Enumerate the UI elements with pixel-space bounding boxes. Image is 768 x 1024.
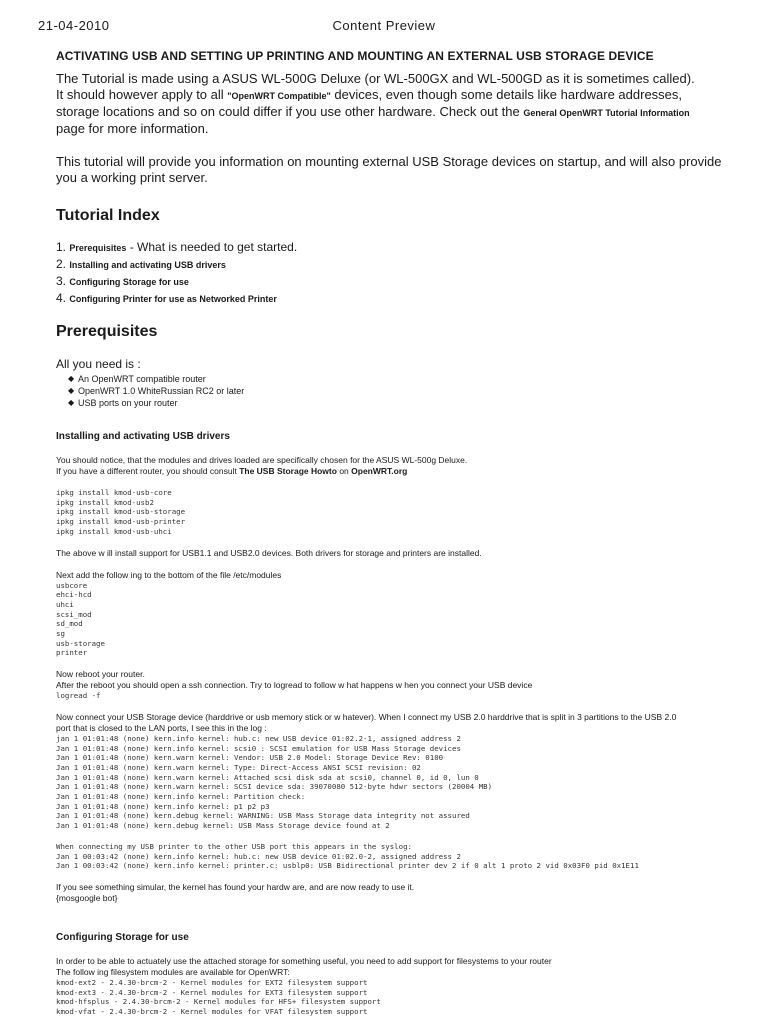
usb-paragraph-7b: {mosgoogle bot} <box>56 892 118 903</box>
usb-storage-howto-link[interactable]: The USB Storage Howto <box>239 466 337 476</box>
list-item-text: USB ports on your router <box>78 398 178 408</box>
index-number: 1. <box>56 240 67 254</box>
storage-log-code: jan 1 01:01:48 (none) kern.info kernel: hub.c: new USB device 01:02.2-1, assigned address 2 Jan 1 01:01:48 (none) kern.info kernel: scsi0 : SCSI emulation for USB Mass Storage devices Jan 1 01:01:48 (none) kern.warn kernel: Vendor: USB 2.0 Model: Storage Device Rev: 0100 Jan 1 01:01:48 (none) kern.warn kernel: Type: Direct-Access ANSI SCSI revision: 02 Jan 1 01:01:48 (none) kern.warn kernel: Attached scsi disk sda at scsi0, channel 0, id 0, lun 0 Jan 1 01:01:48 (none) kern.warn kernel: SCSI device sda: 39070080 512-byte hdwr sectors (20004 MB) Jan 1 01:01:48 (none) kern.info kernel: Partition check: Jan 1 01:01:48 (none) kern.info kernel: p1 p2 p3 Jan 1 01:01:48 (none) kern.debug kernel: WARNING: USB Mass Storage data integrity not assured Jan 1 01:01:48 (none) kern.debug kernel: USB Mass Storage device found at 2 <box>56 733 493 831</box>
header-title: Content Preview <box>332 18 436 33</box>
usb-paragraph-3: The above w ill install support for USB1.1 and USB2.0 devices. Both drivers for storage and printers are installed. <box>56 547 482 558</box>
printer-log-code: When connecting my USB printer to the other USB port this appears in the syslog: Jan 1 00:03:42 (none) kern.info kernel: hub.c: new USB device 01:02.0-2, assigned address 2 Jan 1 00:03:42 (none) kern.info kernel: printer.c: usblp0: USB Bidirectional printer dev 2 if 0 alt 1 proto 2 vid 0x03F0 pid 0x1E11 <box>56 841 639 871</box>
index-link-storage[interactable]: Configuring Storage for use <box>69 277 189 287</box>
modules-list-code: usbcore ehci-hcd uhci scsi_mod sd_mod sg usb-storage printer <box>56 580 105 658</box>
intro-line-2-text: It should however apply to all <box>56 87 228 102</box>
index-number: 3. <box>56 274 67 288</box>
usb-paragraph-1: You should notice, that the modules and drives loaded are specifically chosen for the ASUS WL-500g Deluxe. <box>56 455 468 465</box>
install-commands-code: ipkg install kmod-usb-core ipkg install kmod-usb2 ipkg install kmod-usb-storage ipkg install kmod-usb-printer ipkg install kmod-usb-uhci <box>56 488 186 536</box>
usb-paragraph-5b: After the reboot you should open a ssh connection. Try to logread to follow w hat happens w hen you connect your USB device <box>56 680 533 691</box>
intro-line-3 <box>56 104 736 121</box>
index-item <box>56 290 736 307</box>
filesystem-modules-code: kmod-ext2 - 2.4.30-brcm-2 - Kernel modules for EXT2 filesystem support kmod-ext3 - 2.4.30-brcm-2 - Kernel modules for EXT3 filesystem support kmod-hfsplus - 2.4.30-brcm-2 - Kernel modules for HFS+ filesystem support kmod-vfat - 2.4.30-brcm-2 - Kernel modules for VFAT filesystem support <box>56 977 381 1017</box>
list-item <box>68 385 736 397</box>
usb-paragraph-2-text: If you have a different router, you should consult <box>56 466 240 476</box>
index-link-prerequisites[interactable]: Prerequisites <box>69 243 127 253</box>
header-date: 21-04-2010 <box>38 18 110 33</box>
index-link-usb-drivers[interactable]: Installing and activating USB drivers <box>69 260 226 270</box>
tutorial-index-heading: Tutorial Index <box>56 207 160 224</box>
document-body <box>56 49 736 1017</box>
intro-line-3-text: storage locations and so on could differ if you use other hardware. Check out the <box>56 104 524 119</box>
usb-paragraph-2 <box>56 466 736 477</box>
diamond-bullet-icon: ◆ <box>68 398 75 407</box>
prerequisites-heading: Prerequisites <box>56 323 158 340</box>
logread-code: logread -f <box>56 691 101 701</box>
storage-paragraph-1: In order to be able to actuately use the attached storage for something useful, you need to add support for filesystems to your router <box>56 955 552 966</box>
intro-paragraph-2: This tutorial will provide you information on mounting external USB Storage devices on startup, and will also provide you a working print server. <box>56 154 722 185</box>
storage-paragraph-2: The follow ing filesystem modules are available for OpenWRT: <box>56 966 290 977</box>
index-number: 4. <box>56 291 67 305</box>
intro-line-1: The Tutorial is made using a ASUS WL-500G Deluxe (or WL-500GX and WL-500GD as it is sometimes called). <box>56 71 695 86</box>
index-item <box>56 273 736 290</box>
intro-line-2-text-end: devices, even though some details like hardware addresses, <box>330 87 683 102</box>
usb-drivers-heading: Installing and activating USB drivers <box>56 431 230 442</box>
list-item <box>68 373 736 385</box>
list-item <box>68 397 736 409</box>
index-item <box>56 256 736 273</box>
intro-line-2 <box>56 87 736 104</box>
list-item-text: An OpenWRT compatible router <box>78 374 206 384</box>
list-item-text: OpenWRT 1.0 WhiteRussian RC2 or later <box>78 386 245 396</box>
openwrt-compatible-link[interactable]: "OpenWRT Compatible" <box>227 91 331 101</box>
general-tutorial-info-link[interactable]: General OpenWRT Tutorial Information <box>523 108 690 118</box>
usb-paragraph-6b: port that is closed to the LAN ports, I see this in the log : <box>56 722 267 733</box>
prerequisites-list <box>56 373 736 409</box>
index-link-printer[interactable]: Configuring Printer for use as Networked Printer <box>69 294 277 304</box>
usb-paragraph-4: Next add the follow ing to the bottom of the file /etc/modules <box>56 569 282 580</box>
tutorial-index-list <box>56 239 736 307</box>
index-number: 2. <box>56 257 67 271</box>
usb-paragraph-6a: Now connect your USB Storage device (harddrive or usb memory stick or w hatever). When I connect my USB 2.0 harddrive that is split in 3 partitions to the USB 2.0 <box>56 711 677 722</box>
diamond-bullet-icon: ◆ <box>68 374 75 383</box>
usb-paragraph-2-mid: on <box>336 466 352 476</box>
diamond-bullet-icon: ◆ <box>68 386 75 395</box>
index-item <box>56 239 736 256</box>
usb-paragraph-5a: Now reboot your router. <box>56 669 145 680</box>
prerequisites-intro: All you need is : <box>56 357 141 371</box>
index-item-suffix: - What is needed to get started. <box>126 240 298 254</box>
usb-paragraph-7a: If you see something simular, the kernel has found your hardw are, and are now ready to use it. <box>56 881 415 892</box>
storage-heading: Configuring Storage for use <box>56 931 189 943</box>
openwrt-org-link[interactable]: OpenWRT.org <box>351 466 408 476</box>
document-title: ACTIVATING USB AND SETTING UP PRINTING AND MOUNTING AN EXTERNAL USB STORAGE DEVICE <box>56 49 654 63</box>
intro-line-4: page for more information. <box>56 121 209 136</box>
